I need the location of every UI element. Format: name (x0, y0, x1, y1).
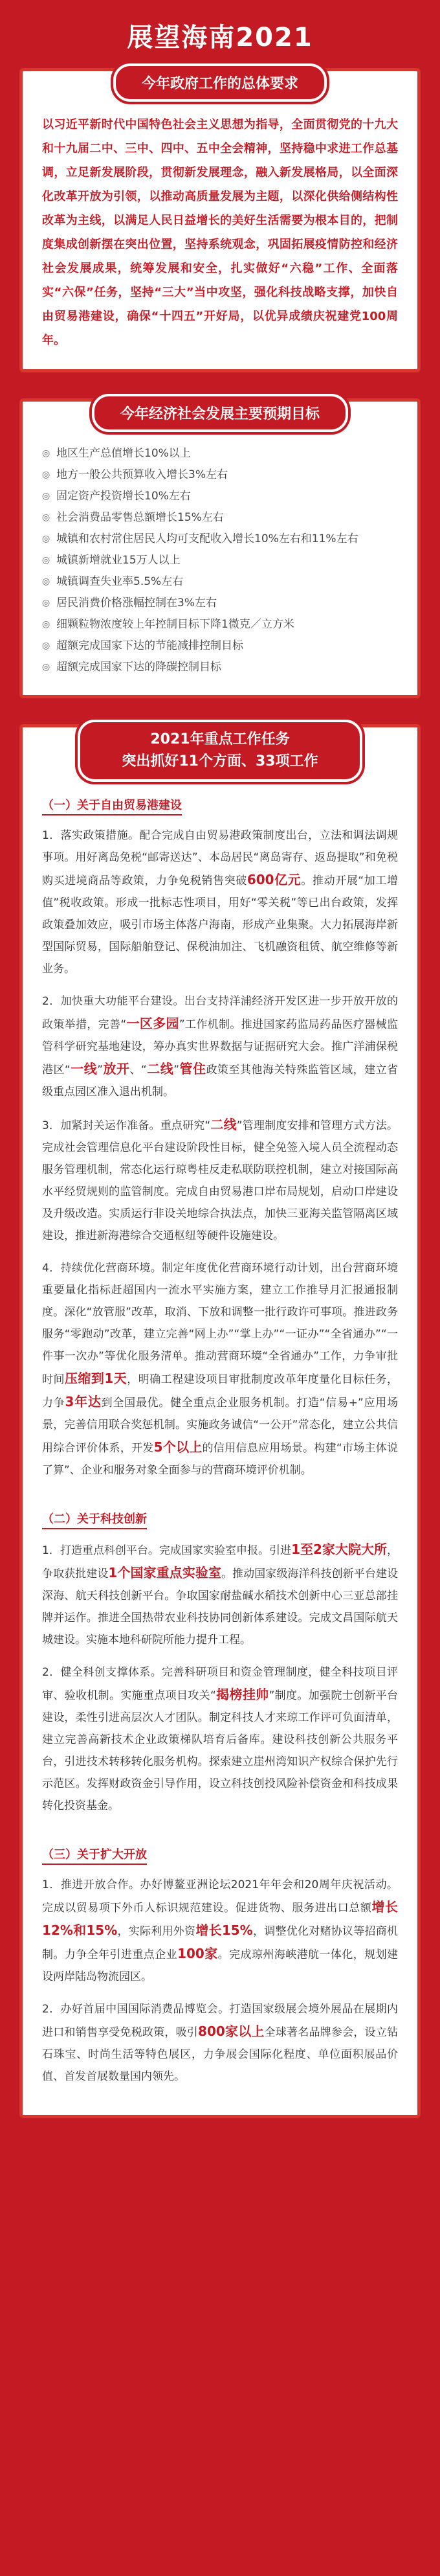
paragraph-text: 3．加紧封关运作准备。重点研究“ (42, 1119, 211, 1132)
goal-text: 细颗粒物浓度较上年控制目标下降1微克／立方米 (56, 618, 294, 631)
paragraph-text: 政策至其他海关特殊监管区域，建立省级重点园区准入退出机制。 (42, 1064, 399, 1099)
paragraph-text: ，实际利用外资 (117, 1925, 196, 1938)
free-trade-port-heading: （一）关于自由贸易港建设 (42, 795, 182, 815)
highlight-text: 100家 (177, 1946, 218, 1961)
highlight-text: 1至2家大院大所 (291, 1542, 387, 1557)
goal-bullet-icon: ◎ (42, 448, 50, 459)
highlight-text: 1个国家重点实验室 (108, 1565, 221, 1580)
goal-text: 超额完成国家下达的节能减排控制目标 (56, 639, 243, 652)
paragraph-text: 。推动开展“加工增值”税收政策。形成一批标志性项目，用好“零关税”等已出台政策，发挥政策叠加效应，吸引市场主体落户海南，形成产业集聚。大力拓展海岸新型国际贸易，国际船舶登记、保税油加注、飞机融资租赁、航空维修等新业务。 (42, 874, 399, 975)
body-paragraph (42, 1998, 398, 2088)
paragraph-text: 2．办好首届中国国际消费品博览会。打造国家级展会境外展品在展期内进口和销售享受免税政策，吸引 (42, 2003, 398, 2039)
body-paragraph (42, 990, 398, 1103)
goal-list (42, 443, 398, 678)
goal-text: 居民消费价格涨幅控制在3%左右 (56, 597, 217, 610)
goal-item (42, 593, 398, 614)
paragraph-text: ，调整优化对赌协议等招商机制。力争全年引进重点企业 (42, 1925, 399, 1961)
body-paragraph (42, 1538, 398, 1651)
goal-item (42, 507, 398, 529)
highlight-text: 放开 (103, 1061, 130, 1077)
general-requirements-text: 以习近平新时代中国特色社会主义思想为指导，全面贯彻党的十九大和十九届二中、三中、四中、五中全会精神，坚持稳中求进工作总基调，立足新发展阶段，贯彻新发展理念，融入新发展格局，以全面深化改革开放为引领，以推动高质量发展为主题，以深化供给侧结构性改革为主线，以满足人民日益增长的美好生活需要为根本目的，把制度集成创新摆在突出位置，坚持系统观念，巩固拓展疫情防控和经济社会发展成果，统筹发展和安全，扎实做好“六稳”工作、全面落实“六保”任务，坚持“三大”当中攻坚，强化科技战略支撑，加快自由贸易港建设，确保“十四五”开好局，以优异成绩庆祝建党100周年。 (42, 118, 398, 347)
goal-bullet-icon: ◎ (42, 641, 50, 651)
paragraph-text: 1．推进开放合作。办好博鳌亚洲论坛2021年年会和20周年庆祝活动。完成以贸易项下外币人标识规范建设。促进货物、服务进出口总额 (42, 1878, 398, 1915)
goal-bullet-icon: ◎ (42, 598, 50, 608)
goal-bullet-icon: ◎ (42, 576, 50, 587)
goal-item (42, 486, 398, 507)
goal-item (42, 550, 398, 571)
development-goals-panel (19, 398, 421, 698)
goal-item (42, 529, 398, 550)
goal-bullet-icon: ◎ (42, 662, 50, 672)
highlight-text: 揭榜挂帅 (215, 1687, 269, 1702)
free-trade-port-section (42, 790, 398, 1481)
goal-item (42, 657, 398, 678)
opening-up-section (42, 1839, 398, 2088)
paragraph-text: ”工作机制。推进国家药监局药品医疗器械监管科学研究基地建设，筹办真实世界数据与证据研究大会。推广洋浦保税港区“ (42, 1018, 399, 1077)
goal-item (42, 635, 398, 657)
highlight-text: 3年达 (65, 1394, 102, 1409)
paragraph-text: ”制度。加强院士创新平台建设，柔性引进高层次人才团队。制定科技人才来琼工作评可负面清单，建立完善高新技术企业政策梯队培育后备库。建设科技创新公共服务平台，引进技术转移转化服务机构。探索建立崖州湾知识产权综合保护先行示范区。发挥财政资金引导作用，设立科技创投风险补偿资金和科技成果转化投资基金。 (42, 1689, 399, 1812)
paragraph-text: 。推动国家级海洋科技创新平台建设深海、航天科技创新平台。争取国家耐盐碱水稻技术创新中心三亚总部挂牌并运作。推进全国热带农业科技协同创新体系建设。完成文昌国际航天城建设。实施本地科研院所能力提升工程。 (42, 1567, 399, 1647)
goal-item (42, 571, 398, 593)
goal-bullet-icon: ◎ (42, 491, 50, 501)
paragraph-text: 1．落实政策措施。配合完成自由贸易港政策制度出台，立法和调法调规事项。用好离岛免税“邮寄送达”、本岛居民“离岛寄存、返岛提取”和免税购买进境商品等政策，力争免税销售突破 (42, 829, 398, 887)
general-requirements-heading: 今年政府工作的总体要求 (113, 63, 327, 102)
paragraph-text: ”管理制度安排和管理方式方法。完成社会管理信息化平台建设阶段性目标，健全免签入境人员全流程动态服务管理机制，常态化运行琼粤桂反走私联防联控机制，建立对接国际高水平经贸规则的监管制度。完成自由贸易港口岸布局规划，启动口岸建设及升级改造。实质运行非设关地综合执法点，加快三亚海关监管隔离区域建设，推进新海港综合交通枢纽等硬件设施建设。 (42, 1119, 399, 1242)
paragraph-text: 2．健全科创支撑体系。完善科研项目和资金管理制度，健全科技项目评审、验收机制。实施重点项目攻关“ (42, 1666, 398, 1702)
paragraph-text: 全球著名品牌参会，设立钻石珠宝、时尚生活等特色展区，力争展会国际化程度、单位面积展品价值、首发首展数量国内领先。 (42, 2026, 399, 2083)
goal-item (42, 614, 398, 635)
paragraph-text: 1．打造重点科创平台。完成国家实验室申报。引进 (42, 1544, 292, 1557)
paragraph-text: 2．加快重大功能平台建设。出台支持洋浦经济开发区进一步开放开放的政策举措，完善“ (42, 995, 398, 1031)
goal-text: 城镇和农村常住居民人均可支配收入增长10%左右和11%左右 (56, 532, 358, 545)
goal-bullet-icon: ◎ (42, 470, 50, 480)
key-tasks-heading-line1: 2021年重点工作任务 (150, 731, 290, 747)
highlight-text: 管住 (179, 1061, 206, 1077)
opening-up-heading: （三）关于扩大开放 (42, 1844, 147, 1865)
paragraph-text: ，争取获批建设 (42, 1544, 398, 1580)
opening-up-paragraphs (42, 1874, 398, 2088)
tech-innovation-paragraphs (42, 1538, 398, 1817)
key-tasks-heading-line2: 突出抓好11个方面、33项工作 (122, 753, 318, 769)
goal-text: 城镇新增就业15万人以上 (56, 554, 181, 567)
paragraph-text: ，明确工程建设项目审批制度改革年度量化目标任务，力争 (42, 1373, 399, 1409)
page-title: 展望海南2021 (127, 23, 313, 52)
highlight-text: 600亿元 (247, 872, 302, 887)
tech-innovation-section (42, 1503, 398, 1817)
goal-text: 社会消费品零售总额增长15%左右 (56, 511, 224, 524)
highlight-text: 二线 (210, 1117, 237, 1132)
goal-bullet-icon: ◎ (42, 619, 50, 630)
goal-item (42, 443, 398, 464)
key-tasks-heading (78, 720, 362, 782)
development-goals-heading: 今年经济社会发展主要预期目标 (92, 394, 348, 432)
highlight-text: 800家以上 (198, 2023, 265, 2039)
body-paragraph (42, 1113, 398, 1247)
body-paragraph (42, 825, 398, 980)
goal-bullet-icon: ◎ (42, 555, 50, 565)
goal-bullet-icon: ◎ (42, 534, 50, 544)
body-paragraph (42, 1257, 398, 1481)
goal-text: 城镇调查失业率5.5%左右 (56, 575, 184, 588)
key-tasks-panel (19, 724, 421, 2118)
body-paragraph (42, 1661, 398, 1817)
highlight-text: 压缩到1天 (64, 1371, 127, 1386)
paragraph-text: 。完成琼州海峡港航一体化，规划建设两岸陆岛物流园区。 (42, 1948, 399, 1983)
paragraph-text: 的信用信息应用场景。构建“市场主体说了算”、企业和服务对象全面参与的营商环境评价机制。 (42, 1442, 398, 1477)
highlight-text: 5个以上 (153, 1439, 203, 1455)
free-trade-port-paragraphs (42, 825, 398, 1481)
paragraph-text: 4．持续优化营商环境。制定年度优化营商环境行动计划，出台营商环境重要量化指标赶超国内一流水平实施方案，建立工作推导月汇报通报制度。深化“放管服”改革，取消、下放和调整一批行政许可事项。推进政务服务“零跑动”改革，建立完善“网上办”“掌上办”“一证办”“全省通办”“一件事一次办”等优化服务清单。推动营商环境“全省通办”工作，力争审批时间 (42, 1262, 398, 1386)
highlight-text: 增长15% (195, 1922, 253, 1938)
paragraph-text: ” (173, 1064, 179, 1077)
paragraph-text: 、“ (129, 1064, 147, 1077)
highlight-text: 一区多园 (126, 1016, 179, 1031)
highlight-text: 增长12%和15% (42, 1899, 399, 1938)
goal-text: 地区生产总值增长10%以上 (56, 447, 191, 460)
goal-bullet-icon: ◎ (42, 512, 50, 523)
paragraph-text: 到全国最优。健全重点企业服务机制。打造“信易+”应用场景，完善信用联合奖惩机制。实施政务诚信“一公开”常态化，建立公共信用综合评价体系，开发 (42, 1396, 398, 1455)
highlight-text: 二线 (146, 1061, 174, 1077)
goal-text: 超额完成国家下达的降碳控制目标 (56, 661, 221, 674)
body-paragraph (42, 1874, 398, 1988)
goal-text: 地方一般公共预算收入增长3%左右 (56, 468, 228, 481)
tech-innovation-heading: （二）关于科技创新 (42, 1509, 147, 1529)
highlight-text: 一线 (70, 1061, 98, 1077)
paragraph-text: ” (97, 1064, 104, 1077)
general-requirements-panel (19, 68, 421, 372)
goal-item (42, 464, 398, 486)
goal-text: 固定资产投资增长10%左右 (56, 490, 191, 503)
